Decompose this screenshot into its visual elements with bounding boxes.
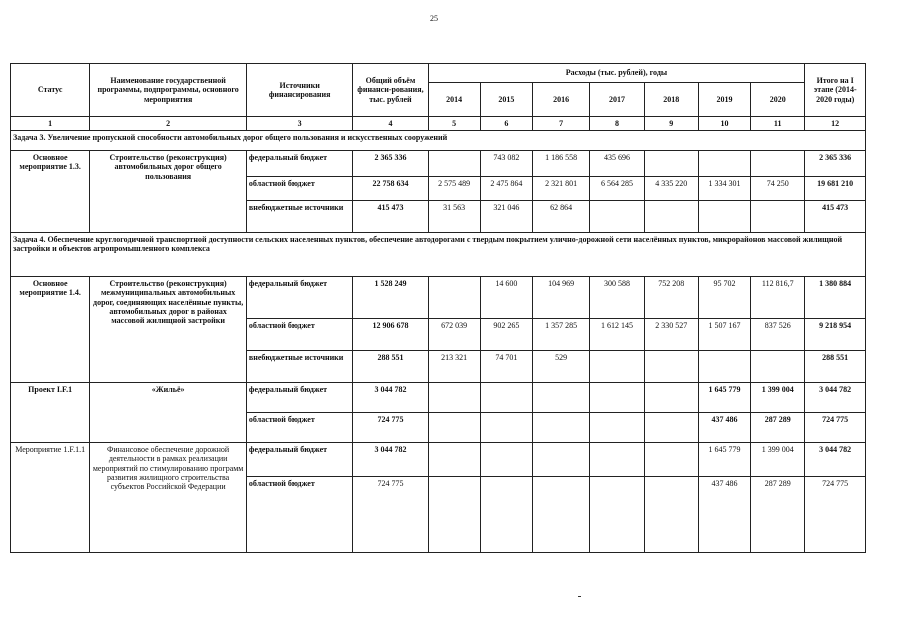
value-cell — [590, 351, 644, 383]
column-number: 2 — [90, 117, 247, 131]
value-cell: 672 039 — [428, 319, 480, 351]
name-cell: Строительство (реконструкция) автомобильных дорог общего пользования — [90, 151, 247, 233]
value-cell: 95 702 — [698, 277, 750, 319]
value-cell: 1 645 779 — [698, 443, 750, 477]
value-cell: 743 082 — [480, 151, 532, 177]
total-cell: 3 044 782 — [353, 443, 428, 477]
column-number: 8 — [590, 117, 644, 131]
value-cell — [480, 383, 532, 413]
status-cell: Проект I.F.1 — [11, 383, 90, 443]
value-cell: 287 289 — [751, 477, 805, 553]
value-cell — [698, 201, 750, 233]
source-cell: областной бюджет — [246, 477, 352, 553]
table-header-row — [11, 64, 866, 83]
page-number: 25 — [430, 14, 438, 23]
value-cell — [698, 151, 750, 177]
name-cell: «Жильё» — [90, 383, 247, 443]
total-cell: 724 775 — [353, 413, 428, 443]
value-cell — [590, 383, 644, 413]
source-cell: федеральный бюджет — [246, 277, 352, 319]
column-number: 5 — [428, 117, 480, 131]
value-cell — [644, 477, 698, 553]
value-cell: 74 250 — [751, 177, 805, 201]
value-cell: 287 289 — [751, 413, 805, 443]
value-cell: 104 969 — [532, 277, 589, 319]
value-cell: 14 600 — [480, 277, 532, 319]
source-cell: внебюджетные источники — [246, 351, 352, 383]
status-cell: Основное мероприятие 1.4. — [11, 277, 90, 383]
value-cell — [751, 201, 805, 233]
value-cell — [590, 413, 644, 443]
column-number: 9 — [644, 117, 698, 131]
task-title: Задача 4. Обеспечение круглогодичной транспортной доступности сельских населенных пунктов, обеспечение автодорогами с твердым покрытием улично-дорожной сети населённых пунктов, микрорайонов массовой жилищной застройки и объектов агропромышленного комплекса — [11, 233, 866, 277]
value-cell: 1 186 558 — [532, 151, 589, 177]
value-cell — [644, 351, 698, 383]
header-year: 2014 — [428, 83, 480, 117]
value-cell — [428, 151, 480, 177]
value-cell: 1 612 145 — [590, 319, 644, 351]
header-year: 2018 — [644, 83, 698, 117]
value-cell: 1 357 285 — [532, 319, 589, 351]
header-name: Наименование государственной программы, подпрограммы, основного мероприятия — [90, 64, 247, 117]
stage-total-cell: 19 681 210 — [805, 177, 866, 201]
value-cell: 2 321 801 — [532, 177, 589, 201]
column-number: 7 — [532, 117, 589, 131]
value-cell: 1 645 779 — [698, 383, 750, 413]
value-cell: 837 526 — [751, 319, 805, 351]
name-cell: Строительство (реконструкция) межмуниципальных автомобильных дорог, соединяющих населённые пункты, автомобильных дорог в районах массовой жилищной застройки — [90, 277, 247, 383]
value-cell — [532, 383, 589, 413]
value-cell: 300 588 — [590, 277, 644, 319]
stage-total-cell: 724 775 — [805, 477, 866, 553]
value-cell — [532, 477, 589, 553]
name-cell: Финансовое обеспечение дорожной деятельности в рамках реализации мероприятий по стимулированию программ развития жилищного строительства субъектов Российской Федерации — [90, 443, 247, 553]
value-cell: 2 575 489 — [428, 177, 480, 201]
total-cell: 2 365 336 — [353, 151, 428, 177]
value-cell — [428, 413, 480, 443]
column-number: 10 — [698, 117, 750, 131]
value-cell — [480, 477, 532, 553]
value-cell — [480, 443, 532, 477]
source-cell: областной бюджет — [246, 319, 352, 351]
total-cell: 1 528 249 — [353, 277, 428, 319]
column-number: 11 — [751, 117, 805, 131]
value-cell — [590, 443, 644, 477]
table-row — [11, 383, 866, 413]
value-cell: 2 330 527 — [644, 319, 698, 351]
task-title: Задача 3. Увеличение пропускной способности автомобильных дорог общего пользования и искусственных сооружений — [11, 131, 866, 151]
value-cell: 752 208 — [644, 277, 698, 319]
stage-total-cell: 724 775 — [805, 413, 866, 443]
value-cell: 2 475 864 — [480, 177, 532, 201]
source-cell: внебюджетные источники — [246, 201, 352, 233]
stage-total-cell: 415 473 — [805, 201, 866, 233]
total-cell: 12 906 678 — [353, 319, 428, 351]
value-cell: 902 265 — [480, 319, 532, 351]
header-year: 2016 — [532, 83, 589, 117]
value-cell: 4 335 220 — [644, 177, 698, 201]
header-expenses: Расходы (тыс. рублей), годы — [428, 64, 805, 83]
value-cell: 6 564 285 — [590, 177, 644, 201]
table-row — [11, 277, 866, 319]
value-cell — [532, 413, 589, 443]
value-cell: 529 — [532, 351, 589, 383]
header-year: 2019 — [698, 83, 750, 117]
total-cell: 3 044 782 — [353, 383, 428, 413]
source-cell: федеральный бюджет — [246, 383, 352, 413]
value-cell — [644, 383, 698, 413]
value-cell — [751, 351, 805, 383]
header-source: Источники финансирования — [246, 64, 352, 117]
column-number: 4 — [353, 117, 428, 131]
source-cell: областной бюджет — [246, 177, 352, 201]
value-cell: 1 507 167 — [698, 319, 750, 351]
value-cell — [428, 477, 480, 553]
value-cell: 213 321 — [428, 351, 480, 383]
value-cell: 74 701 — [480, 351, 532, 383]
header-year: 2020 — [751, 83, 805, 117]
stage-total-cell: 1 380 884 — [805, 277, 866, 319]
value-cell — [644, 413, 698, 443]
financing-table — [10, 63, 866, 553]
table-row — [11, 151, 866, 177]
stage-total-cell: 3 044 782 — [805, 443, 866, 477]
stage-total-cell: 288 551 — [805, 351, 866, 383]
task-row — [11, 131, 866, 151]
value-cell — [428, 383, 480, 413]
source-cell: федеральный бюджет — [246, 443, 352, 477]
stage-total-cell: 3 044 782 — [805, 383, 866, 413]
stage-total-cell: 9 218 954 — [805, 319, 866, 351]
value-cell: 1 399 004 — [751, 443, 805, 477]
header-status: Статус — [11, 64, 90, 117]
header-year: 2017 — [590, 83, 644, 117]
value-cell: 1 399 004 — [751, 383, 805, 413]
table-row — [11, 443, 866, 477]
stage-total-cell: 2 365 336 — [805, 151, 866, 177]
value-cell — [644, 201, 698, 233]
column-number-row — [11, 117, 866, 131]
status-cell: Мероприятие 1.F.1.1 — [11, 443, 90, 553]
column-number: 6 — [480, 117, 532, 131]
source-cell: областной бюджет — [246, 413, 352, 443]
source-cell: федеральный бюджет — [246, 151, 352, 177]
column-number: 12 — [805, 117, 866, 131]
value-cell — [590, 201, 644, 233]
scan-mark — [578, 596, 581, 597]
total-cell: 415 473 — [353, 201, 428, 233]
header-total: Общий объём финанси-рования, тыс. рублей — [353, 64, 428, 117]
total-cell: 288 551 — [353, 351, 428, 383]
column-number: 1 — [11, 117, 90, 131]
task-row — [11, 233, 866, 277]
status-cell: Основное мероприятие 1.3. — [11, 151, 90, 233]
header-stage-total: Итого на I этапе (2014-2020 годы) — [805, 64, 866, 117]
value-cell: 437 486 — [698, 413, 750, 443]
value-cell — [532, 443, 589, 477]
value-cell: 62 864 — [532, 201, 589, 233]
value-cell — [644, 151, 698, 177]
header-year: 2015 — [480, 83, 532, 117]
value-cell — [751, 151, 805, 177]
value-cell: 112 816,7 — [751, 277, 805, 319]
total-cell: 724 775 — [353, 477, 428, 553]
column-number: 3 — [246, 117, 352, 131]
value-cell — [428, 443, 480, 477]
value-cell — [644, 443, 698, 477]
value-cell — [590, 477, 644, 553]
value-cell — [480, 413, 532, 443]
value-cell: 437 486 — [698, 477, 750, 553]
value-cell: 1 334 301 — [698, 177, 750, 201]
total-cell: 22 758 634 — [353, 177, 428, 201]
value-cell: 435 696 — [590, 151, 644, 177]
value-cell: 31 563 — [428, 201, 480, 233]
value-cell — [698, 351, 750, 383]
value-cell: 321 046 — [480, 201, 532, 233]
value-cell — [428, 277, 480, 319]
